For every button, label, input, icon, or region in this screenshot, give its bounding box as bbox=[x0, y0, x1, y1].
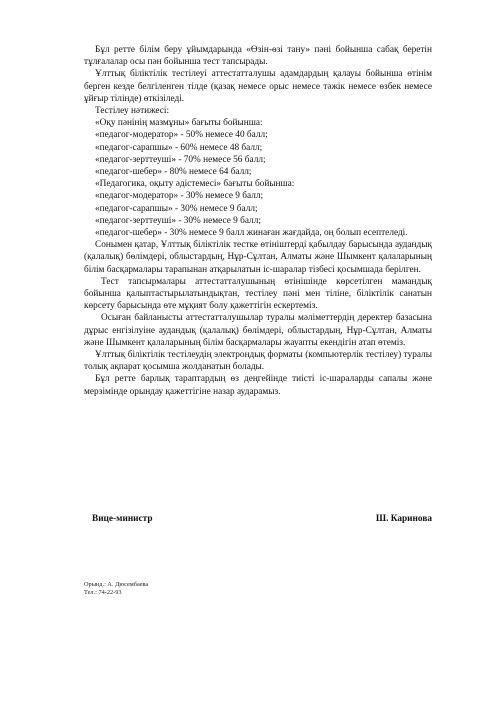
paragraph-master-threshold: «педагог-шебер» - 30% немесе 9 балл жинаған жағдайда, оң болып есептеледі. bbox=[95, 228, 408, 239]
results-line: «педагог-модератор» - 50% немесе 40 балл; bbox=[95, 130, 268, 141]
paragraph-application-measures: Сонымен қатар, Ұлттық біліктілік тестке өтініштерді қабылдау барысында аудандық (қалалық) бөлімдері, облыстардың, Нұр-Сұлтан, Алматы және Шымкент қалаларының білім басқармалары тарапынан атқарылатын іс-шаралар тізбесі қосымшада берілген. bbox=[84, 240, 432, 275]
signatory-name: Ш. Каринова bbox=[375, 514, 432, 524]
results-line: «Педагогика, оқыту әдістемесі» бағыты бойынша: bbox=[95, 179, 295, 190]
results-line: «Оқу пәнінің мазмұны» бағыты бойынша: bbox=[95, 118, 263, 129]
performer-phone: Тел.: 74-22-93 bbox=[84, 589, 122, 597]
results-line: «педагог-модератор» - 30% немесе 9 балл; bbox=[95, 191, 264, 202]
results-line: «педагог-сарапшы» - 60% немесе 48 балл; bbox=[95, 142, 263, 153]
results-line: «педагог-зерттеуші» - 30% немесе 9 балл; bbox=[95, 215, 261, 226]
paragraph-responsibility: Осыған байланысты аттестатталушылар туралы мәліметтердің деректер базасына дұрыс енгізілуіне аудандық (қалалық) бөлімдері, облыстардың, Нұр-Сұлтан, Алматы және Шымкент қалаларының білім басқармалары жауапты екендігін атап өтеміз. bbox=[84, 313, 432, 348]
paragraph-attention: Бұл ретте барлық тараптардың өз деңгейінде тиісті іс-шараларды сапалы және мерзімінде орындау қажеттігіне назар аударамыз. bbox=[84, 374, 432, 397]
results-line: «педагог-сарапшы» - 30% немесе 9 балл; bbox=[95, 203, 258, 214]
results-heading: Тестілеу нәтижесі: bbox=[95, 106, 170, 117]
paragraph-test-tasks: Тест тапсырмалары аттестатталушының өтінішінде көрсетілген мамандық бойынша қалыптастырылатындықтан, тестілеу пәні мен тіліне, біліктілік санатын көрсету барысында өте мұқият болу қажеттігін ескертеміз. bbox=[84, 276, 432, 312]
paragraph-test-language: Ұлттық біліктілік тестілеуі аттестатталушы адамдардың қалауы бойынша өтінім берген кезде белгіленген тілде (қазақ немесе орыс немесе тәжік немесе өзбек немесе ұйғыр тілінде) өткізіледі. bbox=[84, 69, 432, 104]
results-line: «педагог-шебер» - 80% немесе 64 балл; bbox=[95, 167, 252, 178]
paragraph-electronic-format: Ұлттық біліктілік тестілеудің электрондық форматы (компьютерлік тестілеу) туралы толық ақпарат қосымша жолданатын болады. bbox=[84, 350, 432, 373]
performer-name: Орынд.: А. Дюсембаева bbox=[84, 581, 149, 588]
signatory-title: Вице-министр bbox=[92, 514, 153, 524]
results-line: «педагог-зерттеуші» - 70% немесе 56 балл; bbox=[95, 154, 266, 165]
paragraph-self-knowledge: Бұл ретте білім беру ұйымдарында «Өзін-өзі тану» пәні бойынша сабақ беретін тұлғалалар осы пән бойынша тест тапсырады. bbox=[84, 45, 432, 68]
performer-footer bbox=[84, 581, 148, 598]
letter-body bbox=[84, 44, 432, 398]
